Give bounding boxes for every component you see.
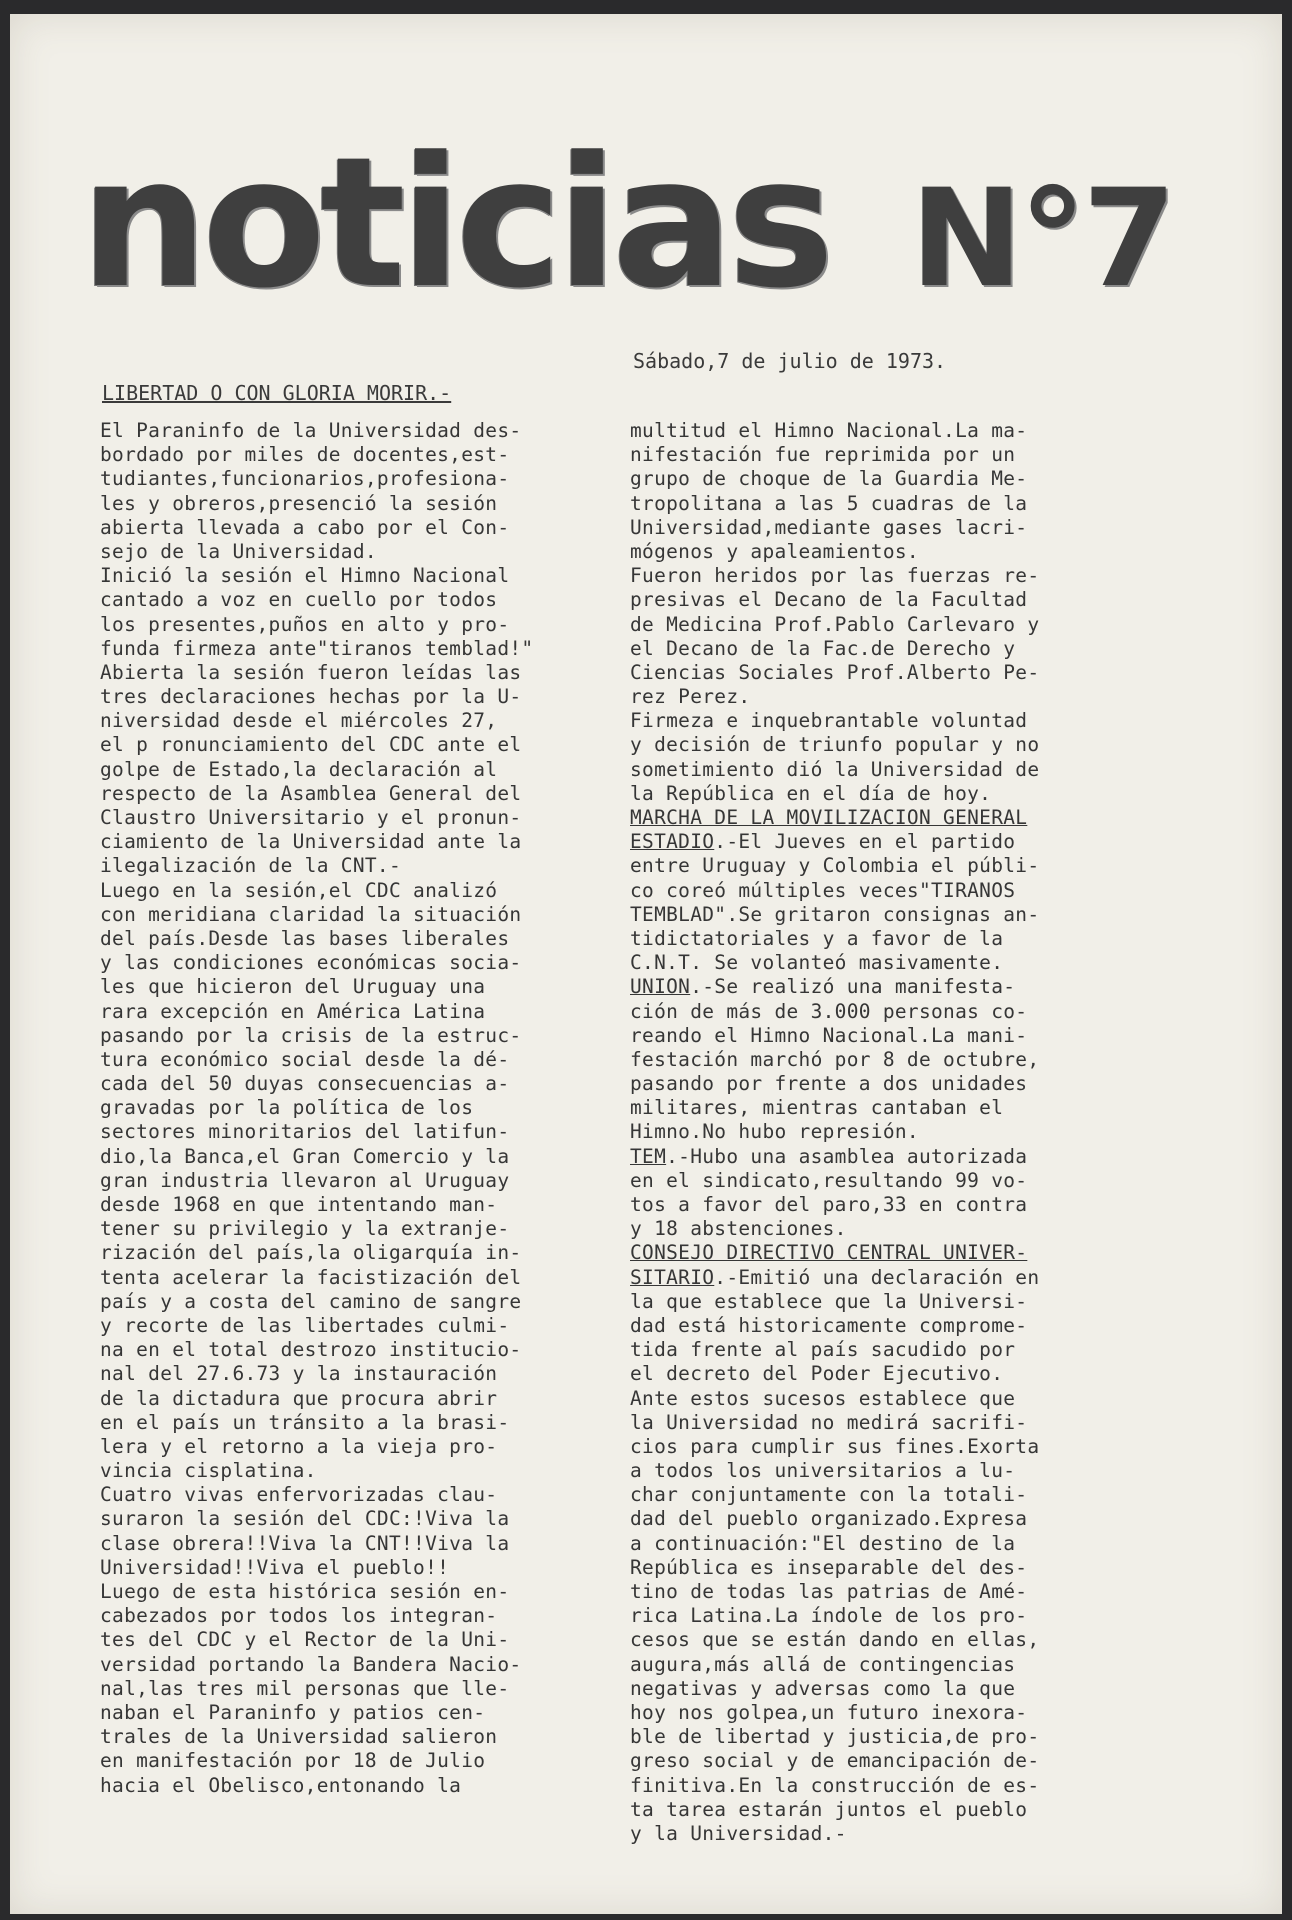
- line-text: dad está historicamente comprome-: [630, 1313, 1028, 1337]
- text-line: [630, 1774, 1039, 1798]
- text-line: abierta llevada a cabo por el Con-: [100, 515, 510, 539]
- line-text: .-Hubo una asamblea autorizada: [666, 1144, 1028, 1168]
- left-column: [100, 419, 533, 1798]
- text-line: lera y el retorno a la vieja pro-: [100, 1434, 498, 1458]
- line-text: a continuación:"El destino de la: [630, 1531, 1016, 1555]
- text-line: [630, 588, 1039, 612]
- text-line: respecto de la Asamblea General del: [100, 781, 522, 805]
- text-line: [630, 1096, 1039, 1120]
- text-line: les y obreros,presenció la sesión: [100, 491, 498, 515]
- line-text: tidictatoriales y a favor de la: [630, 926, 1004, 950]
- text-line: país y a costa del camino de sangre: [100, 1289, 522, 1313]
- section-heading: MARCHA DE LA MOVILIZACION GENERAL: [630, 806, 1028, 829]
- text-line: [630, 1362, 1039, 1386]
- text-line: [630, 492, 1039, 516]
- article-headline: LIBERTAD O CON GLORIA MORIR.-: [102, 381, 452, 405]
- text-line: [630, 1556, 1039, 1580]
- text-line: [630, 1580, 1039, 1604]
- text-line: [630, 1725, 1039, 1749]
- line-text: cesos que se están dando en ellas,: [630, 1628, 1040, 1652]
- text-line: Abierta la sesión fueron leídas las: [100, 660, 522, 684]
- text-line: [630, 1749, 1039, 1773]
- text-line: trales de la Universidad salieron: [100, 1725, 498, 1749]
- text-line: rización del país,la oligarquía in-: [100, 1241, 522, 1265]
- masthead-title: noticias: [80, 119, 829, 328]
- text-line: [630, 1120, 1039, 1144]
- text-line: Claustro Universitario y el pronun-: [100, 806, 522, 829]
- line-text: República es inseparable del des-: [630, 1555, 1028, 1579]
- text-line: cabezados por todos los integran-: [100, 1604, 498, 1628]
- text-line: [630, 1145, 1039, 1169]
- line-text: finitiva.En la construcción de es-: [630, 1773, 1040, 1797]
- section-heading: UNION: [630, 975, 691, 999]
- text-line: sectores minoritarios del latifun-: [100, 1120, 510, 1144]
- text-line: pasando por la crisis de la estruc-: [100, 1023, 522, 1047]
- line-text: rica Latina.La índole de los pro-: [630, 1604, 1028, 1628]
- text-line: [630, 540, 1039, 564]
- text-line: [630, 806, 1039, 830]
- line-text: festación marchó por 8 de octubre,: [630, 1047, 1040, 1071]
- line-text: tino de todas las patrias de Amé-: [630, 1580, 1028, 1603]
- text-line: [630, 1507, 1039, 1531]
- text-line: los presentes,puños en alto y pro-: [100, 612, 510, 636]
- issue-date: Sábado,7 de julio de 1973.: [633, 349, 947, 373]
- text-line: [630, 1169, 1039, 1193]
- text-line: [630, 1628, 1039, 1652]
- line-text: sometimiento dió la Universidad de: [630, 757, 1040, 781]
- text-line: [630, 830, 1039, 854]
- text-line: Luego en la sesión,el CDC analizó: [100, 878, 498, 902]
- text-line: gran industria llevaron al Uruguay: [100, 1168, 510, 1192]
- line-text: co coreó múltiples veces"TIRANOS: [630, 878, 1016, 902]
- line-text: presivas el Decano de la Facultad: [630, 588, 1028, 612]
- text-line: [630, 1266, 1039, 1290]
- section-heading: CONSEJO DIRECTIVO CENTRAL UNIVER-: [630, 1241, 1028, 1265]
- text-line: na en el total destrozo institucio-: [100, 1338, 522, 1362]
- text-line: del país.Desde las bases liberales: [100, 926, 510, 950]
- section-heading: TEM: [630, 1144, 667, 1168]
- text-line: [630, 443, 1039, 467]
- line-text: C.N.T. Se volanteó masivamente.: [630, 951, 1004, 975]
- text-line: [630, 1604, 1039, 1628]
- line-text: negativas y adversas como la que: [630, 1676, 1016, 1700]
- line-text: mógenos y apaleamientos.: [630, 539, 919, 563]
- text-line: [630, 1701, 1039, 1725]
- line-text: grupo de choque de la Guardia Me-: [630, 467, 1028, 491]
- line-text: Fueron heridos por las fuerzas re-: [630, 564, 1040, 588]
- text-line: Luego de esta histórica sesión en-: [100, 1580, 510, 1603]
- text-line: clase obrera!!Viva la CNT!!Viva la: [100, 1531, 510, 1555]
- text-line: [630, 927, 1039, 951]
- text-line: [630, 975, 1039, 999]
- line-text: tropolitana a las 5 cuadras de la: [630, 491, 1028, 515]
- line-text: a todos los universitarios a lu-: [630, 1459, 1016, 1483]
- text-line: en manifestación por 18 de Julio: [100, 1749, 486, 1773]
- text-line: [630, 1000, 1039, 1024]
- text-line: [630, 1193, 1039, 1217]
- line-text: entre Uruguay y Colombia el públi-: [630, 854, 1040, 878]
- line-text: rez Perez.: [630, 685, 751, 709]
- text-line: [630, 685, 1039, 709]
- text-line: [630, 903, 1039, 927]
- text-line: [630, 951, 1039, 975]
- text-line: rara excepción en América Latina: [100, 999, 486, 1023]
- text-line: en el país un tránsito a la brasi-: [100, 1410, 510, 1434]
- text-line: tura económico social desde la dé-: [100, 1047, 510, 1071]
- section-heading: ESTADIO: [630, 830, 715, 854]
- text-line: dio,la Banca,el Gran Comercio y la: [100, 1144, 510, 1168]
- text-line: tener su privilegio y la extranje-: [100, 1217, 510, 1241]
- line-text: char conjuntamente con la totali-: [630, 1483, 1028, 1507]
- text-line: ciamiento de la Universidad ante la: [100, 830, 522, 854]
- text-line: El Paraninfo de la Universidad des-: [100, 419, 522, 442]
- text-line: [630, 1048, 1039, 1072]
- text-line: Inició la sesión el Himno Nacional: [100, 564, 510, 588]
- text-line: [630, 1072, 1039, 1096]
- text-line: suraron la sesión del CDC:!Viva la: [100, 1507, 510, 1531]
- text-line: cantado a voz en cuello por todos: [100, 588, 498, 612]
- text-line: [630, 854, 1039, 878]
- text-line: [630, 637, 1039, 661]
- text-line: [630, 1798, 1039, 1822]
- text-line: y recorte de las libertades culmi-: [100, 1313, 510, 1337]
- text-line: tes del CDC y el Rector de la Uni-: [100, 1628, 510, 1652]
- text-line: cada del 50 duyas consecuencias a-: [100, 1072, 510, 1096]
- text-line: [630, 1483, 1039, 1507]
- text-line: tres declaraciones hechas por la U-: [100, 685, 522, 709]
- line-text: .-Se realizó una manifesta-: [690, 975, 1016, 999]
- text-line: gravadas por la política de los: [100, 1096, 474, 1120]
- section-heading: SITARIO: [630, 1265, 715, 1289]
- text-line: [630, 564, 1039, 588]
- line-text: hoy nos golpea,un futuro inexora-: [630, 1700, 1028, 1724]
- text-line: [630, 1653, 1039, 1677]
- text-line: nal del 27.6.73 y la instauración: [100, 1362, 498, 1386]
- text-line: [630, 1822, 1039, 1846]
- line-text: TEMBLAD".Se gritaron consignas an-: [630, 902, 1040, 926]
- line-text: el Decano de la Fac.de Derecho y: [630, 636, 1016, 660]
- text-line: nal,las tres mil personas que lle-: [100, 1676, 510, 1700]
- line-text: y la Universidad.-: [630, 1821, 847, 1845]
- line-text: multitud el Himno Nacional.La ma-: [630, 419, 1028, 442]
- text-line: [630, 758, 1039, 782]
- text-line: [630, 1290, 1039, 1314]
- line-text: la República en el día de hoy.: [630, 781, 992, 805]
- line-text: militares, mientras cantaban el: [630, 1096, 1004, 1120]
- text-line: [630, 1459, 1039, 1483]
- text-line: [630, 1387, 1039, 1411]
- text-line: [630, 516, 1039, 540]
- text-line: bordado por miles de docentes,est-: [100, 443, 510, 467]
- text-line: [630, 419, 1039, 443]
- text-line: versidad portando la Bandera Nacio-: [100, 1652, 522, 1676]
- line-text: Himno.No hubo represión.: [630, 1120, 919, 1144]
- text-line: con meridiana claridad la situación: [100, 902, 522, 926]
- line-text: greso social y de emancipación de-: [630, 1749, 1040, 1773]
- line-text: ble de libertad y justicia,de pro-: [630, 1725, 1040, 1749]
- newspaper-page: [10, 14, 1282, 1914]
- text-line: y las condiciones económicas socia-: [100, 951, 522, 975]
- line-text: el decreto del Poder Ejecutivo.: [630, 1362, 1004, 1386]
- text-line: el p ronunciamiento del CDC ante el: [100, 733, 522, 757]
- line-text: pasando por frente a dos unidades: [630, 1072, 1028, 1096]
- text-line: tenta acelerar la facistización del: [100, 1265, 522, 1289]
- line-text: cios para cumplir sus fines.Exorta: [630, 1434, 1040, 1458]
- line-text: en el sindicato,resultando 99 vo-: [630, 1168, 1028, 1192]
- issue-number: N°7: [910, 160, 1173, 317]
- text-line: golpe de Estado,la declaración al: [100, 757, 498, 781]
- text-line: de la dictadura que procura abrir: [100, 1386, 498, 1410]
- line-text: la que establece que la Universi-: [630, 1289, 1028, 1313]
- text-line: naban el Paraninfo y patios cen-: [100, 1700, 486, 1724]
- text-line: hacia el Obelisco,entonando la: [100, 1773, 462, 1797]
- line-text: Ante estos sucesos establece que: [630, 1386, 1016, 1410]
- text-line: [630, 1217, 1039, 1241]
- text-line: [630, 467, 1039, 491]
- text-line: sejo de la Universidad.: [100, 539, 377, 563]
- line-text: ción de más de 3.000 personas co-: [630, 999, 1028, 1023]
- line-text: Firmeza e inquebrantable voluntad: [630, 709, 1028, 733]
- text-line: [630, 782, 1039, 806]
- text-line: Universidad!!Viva el pueblo!!: [100, 1555, 450, 1579]
- line-text: nifestación fue reprimida por un: [630, 443, 1016, 467]
- text-line: niversidad desde el miércoles 27,: [100, 709, 498, 733]
- line-text: tida frente al país sacudido por: [630, 1338, 1016, 1362]
- line-text: Universidad,mediante gases lacri-: [630, 515, 1028, 539]
- text-line: [630, 1241, 1039, 1265]
- text-line: [630, 1338, 1039, 1362]
- line-text: la Universidad no medirá sacrifi-: [630, 1410, 1028, 1434]
- text-line: [630, 1314, 1039, 1338]
- line-text: Ciencias Sociales Prof.Alberto Pe-: [630, 660, 1040, 684]
- text-line: ilegalización de la CNT.-: [100, 854, 401, 878]
- line-text: ta tarea estarán juntos el pueblo: [630, 1797, 1028, 1821]
- text-line: [630, 613, 1039, 637]
- line-text: .-Emitió una declaración en: [714, 1265, 1040, 1289]
- text-line: [630, 1532, 1039, 1556]
- text-line: [630, 709, 1039, 733]
- text-line: [630, 1024, 1039, 1048]
- text-line: [630, 1677, 1039, 1701]
- text-line: [630, 661, 1039, 685]
- text-line: [630, 1411, 1039, 1435]
- line-text: reando el Himno Nacional.La mani-: [630, 1023, 1028, 1047]
- line-text: augura,más allá de contingencias: [630, 1652, 1016, 1676]
- text-line: [630, 733, 1039, 757]
- text-line: [630, 879, 1039, 903]
- text-line: funda firmeza ante"tiranos temblad!": [100, 636, 534, 660]
- right-column: [630, 419, 1039, 1846]
- line-text: y decisión de triunfo popular y no: [630, 733, 1040, 757]
- text-line: desde 1968 en que intentando man-: [100, 1193, 498, 1216]
- line-text: .-El Jueves en el partido: [714, 830, 1016, 854]
- text-line: [630, 1435, 1039, 1459]
- line-text: de Medicina Prof.Pablo Carlevaro y: [630, 612, 1040, 636]
- text-line: tudiantes,funcionarios,profesiona-: [100, 467, 510, 491]
- text-line: les que hicieron del Uruguay una: [100, 975, 486, 999]
- text-line: vincia cisplatina.: [100, 1459, 317, 1483]
- text-line: Cuatro vivas enfervorizadas clau-: [100, 1483, 498, 1507]
- line-text: dad del pueblo organizado.Expresa: [630, 1507, 1028, 1531]
- line-text: y 18 abstenciones.: [630, 1217, 847, 1241]
- line-text: tos a favor del paro,33 en contra: [630, 1193, 1028, 1216]
